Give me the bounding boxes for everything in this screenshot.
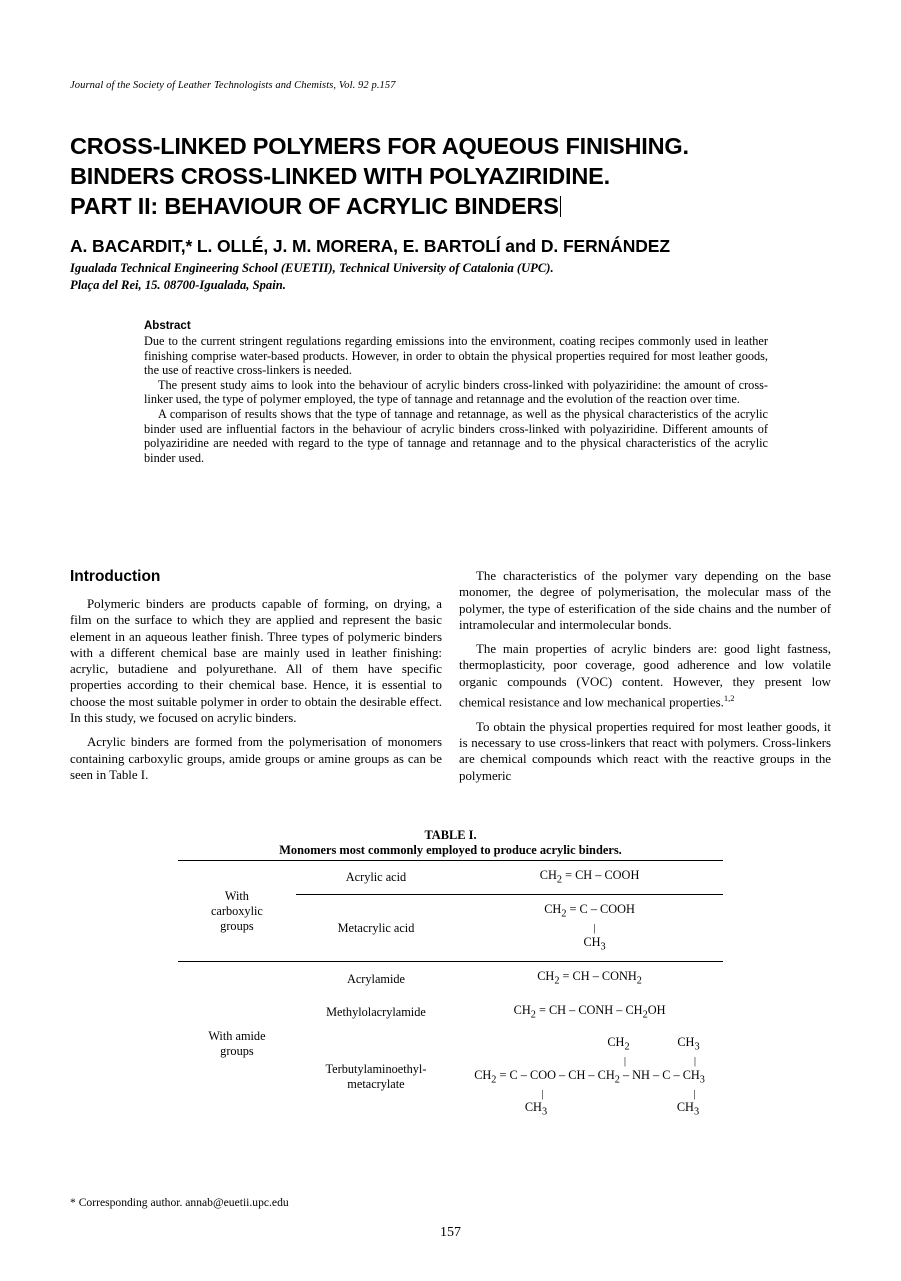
intro-paragraph-right-2-text: The main properties of acrylic binders are: good light fastness, thermoplasticity, poor coverage, good adherence and low volatile organic compounds (VOC) content. However, they present low chemical resistance and low mechanical properties. xyxy=(459,642,831,710)
title-line-3-wrap xyxy=(70,191,830,221)
paper-title xyxy=(70,131,830,221)
intro-paragraph-left-2: Acrylic binders are formed from the polymerisation of monomers containing carboxylic groups, amide groups or amine groups as can be seen in Table I. xyxy=(70,735,442,782)
monomer-name-metacrylic-acid: Metacrylic acid xyxy=(296,895,456,962)
intro-paragraph-left-1: Polymeric binders are products capable of forming, on drying, a film on the surface to which they are applied and represent the basic element in an aqueous leather finish. Three types of polymeric binders with a different chemical base are mainly used in leather finishing: acrylic, butadiene and polyurethane. All of them have specific properties according to their chemical base. Hence, it is essential to choose the most suitable polymer in order to obtain the desirable effect. In this study, we focused on acrylic binders. xyxy=(70,597,442,726)
body-column-right xyxy=(459,568,831,784)
author-list: A. BACARDIT,* L. OLLÉ, J. M. MORERA, E. BARTOLÍ and D. FERNÁNDEZ xyxy=(70,236,670,256)
group-label-line-2: carboxylic xyxy=(210,903,263,918)
monomer-formula-metacrylic-acid: $CH_2 = C$ – COOH | $CH_3$ xyxy=(456,895,723,962)
table-row xyxy=(178,861,723,895)
group-label-line-2: groups xyxy=(220,1043,254,1058)
monomer-name-terbutylaminoethyl-metacrylate: Terbutylaminoethyl- metacrylate xyxy=(325,1062,427,1092)
group-label-line-3: groups xyxy=(220,918,254,933)
abstract-heading: Abstract xyxy=(144,320,191,332)
affiliation-line-1: Igualada Technical Engineering School (EUETII), Technical University of Catalonia (UPC). xyxy=(70,261,554,275)
group-label-amide xyxy=(178,962,296,1126)
monomer-formula-acrylamide: $CH_2$ = CH – $CONH_2$ xyxy=(456,962,723,996)
text-cursor xyxy=(560,196,561,217)
abstract-paragraph-2: The present study aims to look into the behaviour of acrylic binders cross-linked with polyaziridine: the amount of cross-linker used, the type of polymer employed, the type of tannage and retannage and the evolution of the reaction over time. xyxy=(144,377,768,407)
affiliation xyxy=(70,260,554,294)
abstract-paragraph-3: A comparison of results shows that the type of tannage and retannage, as well as the physical characteristics of the acrylic binder used are influential factors in the behaviour of acrylic binders cross-linked with polyaziridine. Different amounts of polyaziridine are needed with regard to the type of tannage and retannage and to the physical characteristics of the acrylic binder used. xyxy=(144,406,768,465)
table-caption-text: Monomers most commonly employed to produce acrylic binders. xyxy=(279,843,622,857)
monomer-formula-acrylic-acid: $CH_2$ = CH – COOH xyxy=(456,861,723,895)
abstract-paragraph-1: Due to the current stringent regulations regarding emissions into the environment, coating recipes commonly used in leather finishing comprise water-based products. However, in order to obtain the physical properties required for most leather goods, the use of reactive cross-linkers is needed. xyxy=(144,334,768,378)
corresponding-author-footnote: * Corresponding author. annab@euetii.upc.edu xyxy=(70,1196,289,1209)
title-line-2: BINDERS CROSS-LINKED WITH POLYAZIRIDINE. xyxy=(70,163,610,189)
group-label-carboxylic xyxy=(178,861,296,962)
monomer-name-acrylamide: Acrylamide xyxy=(296,962,456,996)
monomer-name-acrylic-acid: Acrylic acid xyxy=(296,861,456,895)
abstract-section xyxy=(144,320,768,465)
title-line-1: CROSS-LINKED POLYMERS FOR AQUEOUS FINISHING. xyxy=(70,133,689,159)
group-label-line-1: With amide xyxy=(208,1028,266,1043)
intro-paragraph-right-2 xyxy=(459,641,831,710)
table-row xyxy=(178,962,723,996)
title-line-3: PART II: BEHAVIOUR OF ACRYLIC BINDERS xyxy=(70,193,559,219)
monomer-name-methylolacrylamide: Methylolacrylamide xyxy=(326,1005,426,1020)
monomer-formula-methylolacrylamide: $CH_2$ = CH – CONH – $CH_2OH$ xyxy=(513,1002,666,1021)
intro-paragraph-right-3: To obtain the physical properties required for most leather goods, it is necessary to use cross-linkers that react with polymers. Cross-linkers are chemical compounds which react with the reactive groups in the polymeric xyxy=(459,719,831,783)
table-caption-number: TABLE I. xyxy=(424,828,477,842)
table-one xyxy=(178,828,723,1126)
monomer-formula-terbutylaminoethyl-metacrylate: $CH_2$ $CH_3$ | | $CH_2 = C$ – COO – CH – $CH_2$ – NH – C – $CH_3$ | | $CH_3$ $CH_3$ xyxy=(474,1035,705,1118)
page-number: 157 xyxy=(440,1225,461,1240)
affiliation-line-2: Plaça del Rei, 15. 08700-Igualada, Spain. xyxy=(70,278,286,292)
group-label-line-1: With xyxy=(224,888,249,903)
journal-reference: Journal of the Society of Leather Technologists and Chemists, Vol. 92 p.157 xyxy=(70,80,396,91)
intro-paragraph-right-1: The characteristics of the polymer vary depending on the base monomer, the degree of polymerisation, the molecular mass of the polymer, the type of esterification of the side chains and the number of intramolecular and intermolecular bonds. xyxy=(459,569,831,632)
citation-marker: 1,2 xyxy=(723,693,735,704)
body-column-left xyxy=(70,596,442,783)
monomers-table xyxy=(178,860,723,1126)
section-heading-introduction: Introduction xyxy=(70,568,161,585)
